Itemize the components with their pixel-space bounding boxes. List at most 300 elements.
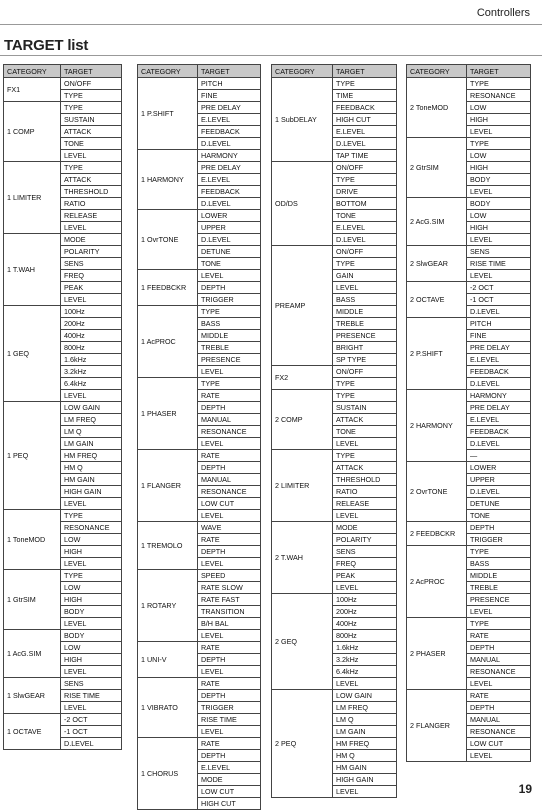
target-cell: ON/OFF	[61, 78, 122, 90]
target-cell: LM GAIN	[333, 726, 397, 738]
category-cell: 1 HARMONY	[138, 150, 198, 210]
table-row	[4, 570, 122, 582]
category-cell: 1 GEQ	[4, 306, 61, 402]
target-cell: LM FREQ	[61, 414, 122, 426]
target-cell: FEEDBACK	[198, 126, 261, 138]
target-cell: TRIGGER	[198, 702, 261, 714]
target-cell: PEAK	[333, 570, 397, 582]
target-cell: LEVEL	[467, 126, 531, 138]
target-cell: 400Hz	[61, 330, 122, 342]
section-divider	[0, 55, 542, 56]
target-cell: HIGH CUT	[198, 798, 261, 810]
table-row	[407, 138, 531, 150]
table-row	[407, 246, 531, 258]
target-cell: LOW	[61, 534, 122, 546]
target-cell: RESONANCE	[467, 726, 531, 738]
table-row	[407, 690, 531, 702]
target-cell: HIGH	[467, 222, 531, 234]
target-cell: LEVEL	[198, 630, 261, 642]
target-cell: D.LEVEL	[333, 234, 397, 246]
target-table-2	[137, 64, 261, 810]
target-cell: FEEDBACK	[198, 186, 261, 198]
table-row	[407, 462, 531, 474]
target-cell: MODE	[333, 522, 397, 534]
category-cell: 1 SubDELAY	[272, 78, 333, 162]
category-cell: 1 FEEDBCKR	[138, 270, 198, 306]
target-cell: RATE FAST	[198, 594, 261, 606]
target-cell: HM Q	[333, 750, 397, 762]
page-number: 19	[518, 782, 532, 796]
category-cell: 1 OvrTONE	[138, 210, 198, 270]
target-cell: FEEDBACK	[467, 366, 531, 378]
target-cell: RISE TIME	[467, 258, 531, 270]
target-cell: HARMONY	[467, 390, 531, 402]
header-title: Controllers	[476, 7, 530, 19]
target-cell: RATIO	[61, 198, 122, 210]
target-cell: ON/OFF	[333, 162, 397, 174]
table-row	[407, 522, 531, 534]
table-row	[407, 282, 531, 294]
table-row	[272, 450, 397, 462]
target-cell: TREBLE	[333, 318, 397, 330]
target-cell: LEVEL	[333, 678, 397, 690]
target-cell: DEPTH	[198, 462, 261, 474]
target-cell: MANUAL	[198, 474, 261, 486]
target-cell: LEVEL	[467, 750, 531, 762]
category-cell: 2 P.SHIFT	[407, 318, 467, 390]
category-cell: 2 LIMITER	[272, 450, 333, 522]
target-cell: HIGH GAIN	[61, 486, 122, 498]
target-cell: DEPTH	[467, 642, 531, 654]
category-cell: 1 PEQ	[4, 402, 61, 510]
target-cell: TONE	[61, 138, 122, 150]
category-cell: 2 OCTAVE	[407, 282, 467, 318]
target-cell: SUSTAIN	[61, 114, 122, 126]
target-cell: LEVEL	[467, 606, 531, 618]
target-cell: TRIGGER	[467, 534, 531, 546]
table-row	[272, 522, 397, 534]
category-cell: 2 GEQ	[272, 594, 333, 690]
target-cell: 100Hz	[333, 594, 397, 606]
target-cell: TONE	[333, 426, 397, 438]
target-cell: HIGH	[61, 594, 122, 606]
target-cell: SENS	[61, 678, 122, 690]
table-row	[138, 150, 261, 162]
target-cell: TYPE	[333, 258, 397, 270]
target-cell: POLARITY	[61, 246, 122, 258]
table-row	[138, 678, 261, 690]
target-cell: LOWER	[467, 462, 531, 474]
target-cell: ATTACK	[61, 174, 122, 186]
target-cell: LEVEL	[333, 438, 397, 450]
target-cell: LEVEL	[198, 726, 261, 738]
target-cell: LEVEL	[61, 702, 122, 714]
target-cell: LEVEL	[61, 498, 122, 510]
target-cell: SPEED	[198, 570, 261, 582]
target-cell: UPPER	[198, 222, 261, 234]
table-row	[138, 306, 261, 318]
target-cell: TYPE	[333, 378, 397, 390]
target-cell: D.LEVEL	[333, 138, 397, 150]
target-cell: LEVEL	[333, 786, 397, 798]
target-cell: -2 OCT	[467, 282, 531, 294]
target-cell: DEPTH	[467, 702, 531, 714]
target-cell: TYPE	[333, 450, 397, 462]
target-cell: TIME	[333, 90, 397, 102]
target-cell: RELEASE	[61, 210, 122, 222]
table-row	[138, 270, 261, 282]
target-cell: THRESHOLD	[333, 474, 397, 486]
target-cell: 1.6kHz	[333, 642, 397, 654]
target-cell: MIDDLE	[467, 570, 531, 582]
target-cell: BASS	[467, 558, 531, 570]
table-row	[407, 318, 531, 330]
target-cell: DEPTH	[198, 546, 261, 558]
target-cell: HM Q	[61, 462, 122, 474]
target-cell: GAIN	[333, 270, 397, 282]
table-row	[4, 162, 122, 174]
target-cell: 3.2kHz	[333, 654, 397, 666]
target-cell: D.LEVEL	[198, 234, 261, 246]
target-cell: —	[467, 450, 531, 462]
target-cell: LEVEL	[198, 558, 261, 570]
target-cell: HARMONY	[198, 150, 261, 162]
target-cell: LEVEL	[61, 618, 122, 630]
target-cell: RISE TIME	[198, 714, 261, 726]
target-cell: MODE	[61, 234, 122, 246]
table-header-row	[407, 65, 531, 78]
table-row	[272, 390, 397, 402]
table-row	[272, 246, 397, 258]
target-cell: SP TYPE	[333, 354, 397, 366]
target-cell: LEVEL	[467, 186, 531, 198]
target-cell: TYPE	[333, 78, 397, 90]
target-cell: LOW GAIN	[333, 690, 397, 702]
target-cell: ON/OFF	[333, 366, 397, 378]
category-cell: 2 SlwGEAR	[407, 246, 467, 282]
target-cell: FINE	[198, 90, 261, 102]
target-cell: RATE	[198, 450, 261, 462]
target-cell: 3.2kHz	[61, 366, 122, 378]
target-cell: LOWER	[198, 210, 261, 222]
target-cell: DEPTH	[198, 690, 261, 702]
target-cell: MODE	[198, 774, 261, 786]
target-table-4	[406, 64, 531, 762]
category-cell: 1 AcG.SIM	[4, 630, 61, 678]
target-cell: LEVEL	[333, 282, 397, 294]
target-cell: RESONANCE	[198, 426, 261, 438]
category-cell: 1 PHASER	[138, 378, 198, 450]
category-cell: 2 COMP	[272, 390, 333, 450]
category-cell: 1 P.SHIFT	[138, 78, 198, 150]
target-cell: TYPE	[61, 102, 122, 114]
target-cell: HM GAIN	[61, 474, 122, 486]
target-cell: PRE DELAY	[198, 102, 261, 114]
target-cell: RATE	[198, 738, 261, 750]
target-cell: E.LEVEL	[333, 126, 397, 138]
target-cell: D.LEVEL	[198, 198, 261, 210]
category-cell: 2 FEEDBCKR	[407, 522, 467, 546]
target-cell: TONE	[198, 258, 261, 270]
table-row	[138, 738, 261, 750]
column-header-category: CATEGORY	[4, 65, 61, 78]
target-cell: LEVEL	[467, 234, 531, 246]
target-cell: 200Hz	[333, 606, 397, 618]
target-cell: LEVEL	[467, 270, 531, 282]
table-row	[4, 630, 122, 642]
target-cell: HM GAIN	[333, 762, 397, 774]
target-cell: E.LEVEL	[467, 354, 531, 366]
target-cell: BOTTOM	[333, 198, 397, 210]
target-cell: LOW	[61, 582, 122, 594]
target-cell: ATTACK	[61, 126, 122, 138]
target-cell: TYPE	[467, 78, 531, 90]
target-cell: D.LEVEL	[467, 306, 531, 318]
target-cell: D.LEVEL	[467, 438, 531, 450]
category-cell: 2 FLANGER	[407, 690, 467, 762]
table-row	[407, 78, 531, 90]
target-cell: -1 OCT	[467, 294, 531, 306]
category-cell: FX1	[4, 78, 61, 102]
target-cell: LM Q	[61, 426, 122, 438]
target-cell: 6.4kHz	[61, 378, 122, 390]
target-cell: BASS	[198, 318, 261, 330]
target-cell: PRE DELAY	[198, 162, 261, 174]
target-cell: ATTACK	[333, 414, 397, 426]
target-cell: HIGH	[467, 114, 531, 126]
target-cell: LOW	[467, 210, 531, 222]
table-row	[4, 102, 122, 114]
target-cell: LEVEL	[61, 666, 122, 678]
target-cell: FREQ	[333, 558, 397, 570]
category-cell: OD/DS	[272, 162, 333, 246]
target-cell: RATE SLOW	[198, 582, 261, 594]
target-cell: LOW CUT	[198, 498, 261, 510]
category-cell: 1 SlwGEAR	[4, 678, 61, 714]
target-cell: RATE	[198, 534, 261, 546]
table-row	[407, 546, 531, 558]
target-cell: SENS	[61, 258, 122, 270]
target-cell: LEVEL	[198, 666, 261, 678]
table-row	[272, 690, 397, 702]
table-row	[4, 78, 122, 90]
target-cell: RATE	[467, 690, 531, 702]
target-cell: TYPE	[467, 546, 531, 558]
category-cell: 2 ToneMOD	[407, 78, 467, 138]
target-cell: TYPE	[333, 390, 397, 402]
target-cell: TYPE	[467, 618, 531, 630]
target-cell: 1.6kHz	[61, 354, 122, 366]
target-cell: BRIGHT	[333, 342, 397, 354]
category-cell: 2 AcG.SIM	[407, 198, 467, 246]
table-row	[138, 570, 261, 582]
category-cell: 2 PEQ	[272, 690, 333, 798]
target-cell: MIDDLE	[198, 330, 261, 342]
category-cell: 2 PHASER	[407, 618, 467, 690]
target-cell: -2 OCT	[61, 714, 122, 726]
category-cell: 1 ROTARY	[138, 570, 198, 642]
target-cell: PRE DELAY	[467, 402, 531, 414]
category-cell: 1 COMP	[4, 102, 61, 162]
column-header-target: TARGET	[198, 65, 261, 78]
column-header-category: CATEGORY	[138, 65, 198, 78]
target-cell: 100Hz	[61, 306, 122, 318]
target-cell: MANUAL	[198, 414, 261, 426]
target-cell: PRESENCE	[467, 594, 531, 606]
target-cell: LEVEL	[61, 222, 122, 234]
target-cell: HIGH CUT	[333, 114, 397, 126]
target-cell: 800Hz	[333, 630, 397, 642]
target-cell: LM Q	[333, 714, 397, 726]
target-cell: SENS	[333, 546, 397, 558]
target-cell: TREBLE	[198, 342, 261, 354]
table-header-row	[138, 65, 261, 78]
target-cell: RESONANCE	[467, 666, 531, 678]
column-header-target: TARGET	[61, 65, 122, 78]
target-cell: DEPTH	[198, 654, 261, 666]
column-header-target: TARGET	[333, 65, 397, 78]
column-header-target: TARGET	[467, 65, 531, 78]
target-cell: PITCH	[467, 318, 531, 330]
category-cell: 1 UNI-V	[138, 642, 198, 678]
category-cell: FX2	[272, 366, 333, 390]
target-cell: RATE	[198, 642, 261, 654]
target-cell: RESONANCE	[467, 90, 531, 102]
column-header-category: CATEGORY	[407, 65, 467, 78]
target-cell: DEPTH	[198, 282, 261, 294]
header-divider	[0, 24, 542, 25]
target-cell: TAP TIME	[333, 150, 397, 162]
target-cell: POLARITY	[333, 534, 397, 546]
target-cell: LEVEL	[198, 510, 261, 522]
target-cell: DETUNE	[198, 246, 261, 258]
target-cell: SUSTAIN	[333, 402, 397, 414]
target-cell: TYPE	[61, 90, 122, 102]
target-cell: TYPE	[61, 570, 122, 582]
target-cell: LOW	[467, 102, 531, 114]
target-cell: 800Hz	[61, 342, 122, 354]
table-row	[4, 234, 122, 246]
target-cell: RESONANCE	[198, 486, 261, 498]
target-cell: HIGH	[61, 654, 122, 666]
target-cell: BODY	[467, 174, 531, 186]
target-cell: -1 OCT	[61, 726, 122, 738]
target-cell: HM FREQ	[333, 738, 397, 750]
target-cell: LM GAIN	[61, 438, 122, 450]
target-cell: DEPTH	[198, 402, 261, 414]
target-cell: UPPER	[467, 474, 531, 486]
category-cell: 1 CHORUS	[138, 738, 198, 810]
target-cell: RATE	[467, 630, 531, 642]
table-row	[272, 78, 397, 90]
target-cell: TYPE	[198, 378, 261, 390]
table-row	[138, 522, 261, 534]
table-row	[272, 162, 397, 174]
target-cell: LEVEL	[467, 678, 531, 690]
section-title: TARGET list	[4, 37, 89, 54]
target-cell: LOW CUT	[198, 786, 261, 798]
target-cell: LEVEL	[198, 438, 261, 450]
target-cell: D.LEVEL	[467, 486, 531, 498]
target-cell: LEVEL	[198, 270, 261, 282]
target-cell: TYPE	[333, 174, 397, 186]
target-cell: 6.4kHz	[333, 666, 397, 678]
target-cell: RESONANCE	[61, 522, 122, 534]
target-cell: LEVEL	[61, 150, 122, 162]
table-row	[4, 402, 122, 414]
target-cell: RATE	[198, 390, 261, 402]
category-cell: 1 OCTAVE	[4, 714, 61, 750]
target-cell: PEAK	[61, 282, 122, 294]
table-row	[4, 510, 122, 522]
target-cell: BODY	[61, 606, 122, 618]
table-row	[138, 78, 261, 90]
table-row	[4, 714, 122, 726]
target-cell: DEPTH	[467, 522, 531, 534]
table-row	[4, 306, 122, 318]
target-cell: WAVE	[198, 522, 261, 534]
target-cell: LEVEL	[333, 582, 397, 594]
target-cell: DRIVE	[333, 186, 397, 198]
table-row	[407, 198, 531, 210]
target-cell: PRESENCE	[333, 330, 397, 342]
target-cell: HIGH	[467, 162, 531, 174]
category-cell: 1 AcPROC	[138, 306, 198, 378]
target-cell: SENS	[467, 246, 531, 258]
table-row	[138, 210, 261, 222]
target-cell: D.LEVEL	[61, 738, 122, 750]
category-cell: 1 TREMOLO	[138, 522, 198, 570]
target-cell: LEVEL	[61, 558, 122, 570]
target-cell: FEEDBACK	[333, 102, 397, 114]
table-row	[138, 378, 261, 390]
target-cell: TYPE	[198, 306, 261, 318]
target-cell: MIDDLE	[333, 306, 397, 318]
target-cell: E.LEVEL	[467, 414, 531, 426]
target-cell: HIGH	[61, 546, 122, 558]
category-cell: 1 VIBRATO	[138, 678, 198, 738]
table-row	[407, 618, 531, 630]
target-cell: LEVEL	[198, 366, 261, 378]
target-cell: D.LEVEL	[467, 378, 531, 390]
target-cell: TYPE	[61, 162, 122, 174]
target-cell: LEVEL	[333, 510, 397, 522]
table-row	[272, 366, 397, 378]
category-cell: 1 ToneMOD	[4, 510, 61, 570]
target-cell: ATTACK	[333, 462, 397, 474]
category-cell: 2 OvrTONE	[407, 462, 467, 522]
target-table-1	[3, 64, 122, 750]
target-cell: RATE	[198, 678, 261, 690]
target-cell: TRIGGER	[198, 294, 261, 306]
target-cell: HM FREQ	[61, 450, 122, 462]
target-cell: B/H BAL	[198, 618, 261, 630]
category-cell: 1 LIMITER	[4, 162, 61, 234]
column-header-category: CATEGORY	[272, 65, 333, 78]
target-cell: BASS	[333, 294, 397, 306]
target-cell: E.LEVEL	[198, 114, 261, 126]
target-cell: MANUAL	[467, 654, 531, 666]
target-cell: PRE DELAY	[467, 342, 531, 354]
table-row	[4, 678, 122, 690]
target-cell: LOW GAIN	[61, 402, 122, 414]
target-cell: 400Hz	[333, 618, 397, 630]
target-cell: ON/OFF	[333, 246, 397, 258]
target-cell: LOW CUT	[467, 738, 531, 750]
target-cell: PRESENCE	[198, 354, 261, 366]
table-row	[407, 390, 531, 402]
table-header-row	[272, 65, 397, 78]
